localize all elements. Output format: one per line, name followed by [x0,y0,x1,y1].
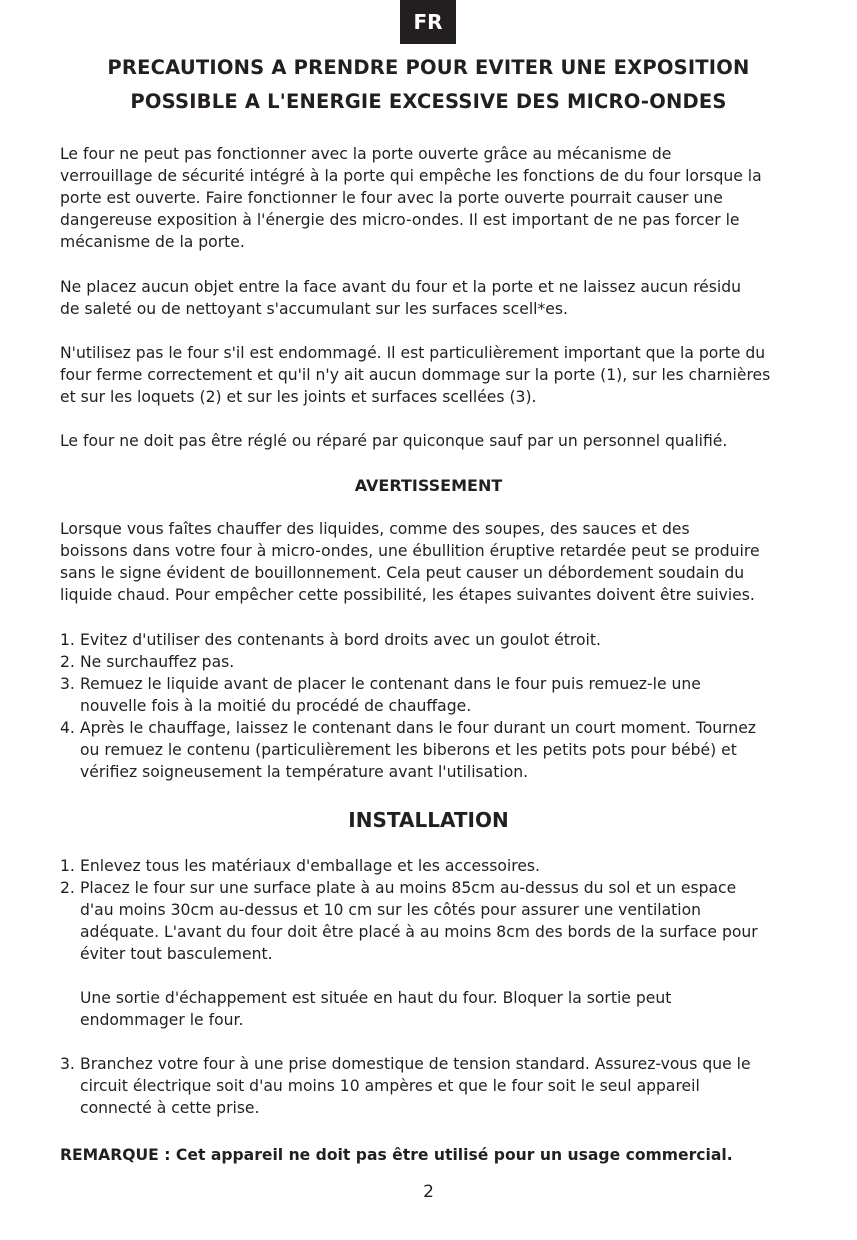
text-line: et sur les loquets (2) et sur les joints et surfaces scellées (3). [60,388,537,406]
text-line: connecté à cette prise. [80,1099,260,1117]
text-line: verrouillage de sécurité intégré à la porte qui empêche les fonctions de du four lorsque la [60,167,762,185]
warning-steps-list [60,629,820,783]
text-line: circuit électrique soit d'au moins 10 ampères et que le four soit le seul appareil [80,1077,700,1095]
text-line: Le four ne peut pas fonctionner avec la porte ouverte grâce au mécanisme de [60,145,672,163]
page-title-line-1: PRECAUTIONS A PRENDRE POUR EVITER UNE EXPOSITION [107,56,750,79]
text-line: endommager le four. [80,1011,244,1029]
text-line: Placez le four sur une surface plate à au moins 85cm au-dessus du sol et un espace [80,879,737,897]
installation-steps-list [60,855,820,1119]
list-number: 2. [60,653,75,671]
warning-intro [60,518,820,606]
text-line: liquide chaud. Pour empêcher cette possibilité, les étapes suivantes doivent être suivies. [60,586,755,604]
precaution-paragraph-1 [60,143,820,253]
text-line: Ne surchauffez pas. [80,653,235,671]
installation-heading: INSTALLATION [348,808,509,832]
text-line: dangereuse exposition à l'énergie des micro-ondes. Il est important de ne pas forcer le [60,211,740,229]
precaution-paragraph-3 [60,342,820,408]
text-line: Enlevez tous les matériaux d'emballage et les accessoires. [80,857,541,875]
text-line: Evitez d'utiliser des contenants à bord droits avec un goulot étroit. [80,631,601,649]
list-number: 3. [60,1055,75,1073]
commercial-use-remark: REMARQUE : Cet appareil ne doit pas être utilisé pour un usage commercial. [60,1146,733,1164]
text-line: d'au moins 30cm au-dessus et 10 cm sur les côtés pour assurer une ventilation [80,901,702,919]
exhaust-note [60,987,820,1031]
text-line: sans le signe évident de bouillonnement. Cela peut causer un débordement soudain du [60,564,745,582]
text-line: Le four ne doit pas être réglé ou réparé par quiconque sauf par un personnel qualifié. [60,432,728,450]
text-line: boissons dans votre four à micro-ondes, une ébullition éruptive retardée peut se produire [60,542,760,560]
text-line: Lorsque vous faîtes chauffer des liquides, comme des soupes, des sauces et des [60,520,690,538]
list-item [60,877,820,965]
text-line: Ne placez aucun objet entre la face avant du four et la porte et ne laissez aucun résidu [60,278,741,296]
text-line: four ferme correctement et qu'il n'y ait aucun dommage sur la porte (1), sur les charnières [60,366,771,384]
text-line: Après le chauffage, laissez le contenant dans le four durant un court moment. Tournez [80,719,756,737]
text-line: Une sortie d'échappement est située en haut du four. Bloquer la sortie peut [80,989,672,1007]
language-tab: FR [400,0,456,44]
list-number: 3. [60,675,75,693]
text-line: N'utilisez pas le four s'il est endommagé. Il est particulièrement important que la porte du [60,344,766,362]
page-title-line-2: POSSIBLE A L'ENERGIE EXCESSIVE DES MICRO-ONDES [130,90,727,113]
list-item [60,629,820,651]
list-number: 2. [60,879,75,897]
list-item [60,673,820,717]
text-line: éviter tout basculement. [80,945,273,963]
precaution-paragraph-2 [60,276,820,320]
list-item [60,717,820,783]
text-line: vérifiez soigneusement la température avant l'utilisation. [80,763,529,781]
page-number: 2 [423,1182,434,1202]
text-line: porte est ouverte. Faire fonctionner le four avec la porte ouverte pourrait causer une [60,189,723,207]
warning-heading: AVERTISSEMENT [354,476,503,495]
text-line: nouvelle fois à la moitié du procédé de chauffage. [80,697,472,715]
text-line: de saleté ou de nettoyant s'accumulant sur les surfaces scell*es. [60,300,568,318]
list-number: 1. [60,631,75,649]
list-number: 1. [60,857,75,875]
text-line: ou remuez le contenu (particulièrement les biberons et les petits pots pour bébé) et [80,741,737,759]
list-item [60,1053,820,1119]
precaution-paragraph-4 [60,430,820,452]
list-item [60,855,820,877]
list-number: 4. [60,719,75,737]
text-line: mécanisme de la porte. [60,233,245,251]
text-line: Remuez le liquide avant de placer le contenant dans le four puis remuez-le une [80,675,701,693]
text-line: adéquate. L'avant du four doit être placé à au moins 8cm des bords de la surface pour [80,923,758,941]
list-item [60,651,820,673]
text-line: Branchez votre four à une prise domestique de tension standard. Assurez-vous que le [80,1055,751,1073]
